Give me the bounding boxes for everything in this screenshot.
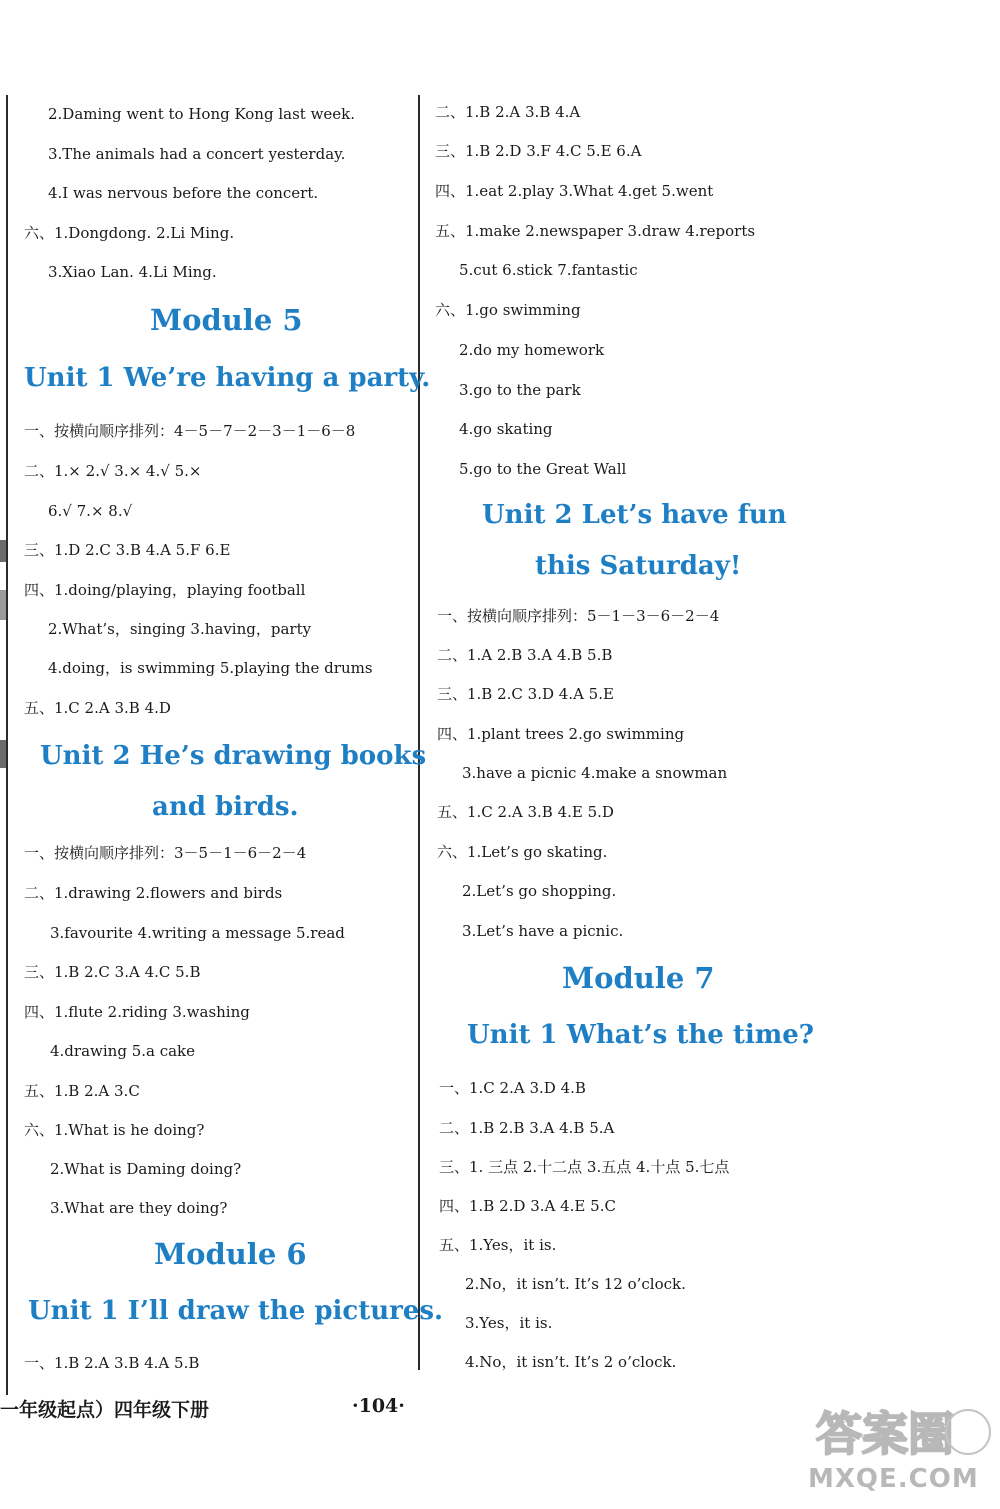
answer-logo-icon	[808, 1398, 993, 1468]
answer-line: 一、按横向顺序排列：5－1－3－6－2－4	[437, 607, 720, 625]
answer-line: 四、1.B 2.D 3.A 4.E 5.C	[439, 1197, 616, 1215]
answer-line: 三、1.B 2.C 3.D 4.A 5.E	[437, 685, 614, 703]
answer-line: 一、按横向顺序排列：3－5－1－6－2－4	[24, 844, 307, 862]
answer-line: 2.What is Daming doing?	[50, 1160, 242, 1178]
answer-line: 五、1.C 2.A 3.B 4.E 5.D	[437, 803, 614, 821]
answer-line: 5.go to the Great Wall	[459, 460, 627, 478]
unit-heading: Unit 2 Let’s have fun	[482, 500, 787, 530]
unit-heading: Unit 1 I’ll draw the pictures.	[28, 1296, 444, 1326]
unit-heading: Unit 1 What’s the time?	[467, 1020, 815, 1050]
left-rule	[6, 95, 8, 1395]
answer-line: 五、1.Yes，it is.	[439, 1236, 557, 1254]
answer-line: 四、1.doing/playing，playing football	[24, 581, 306, 599]
answer-line: 4.I was nervous before the concert.	[48, 184, 319, 202]
answer-line: 一、1.C 2.A 3.D 4.B	[439, 1079, 586, 1097]
answer-line: 四、1.eat 2.play 3.What 4.get 5.went	[435, 182, 714, 200]
svg-text:答案圈: 答案圈	[816, 1407, 954, 1461]
answer-line: 4.go skating	[459, 420, 553, 438]
answer-line: 2.do my homework	[459, 341, 605, 359]
answer-line: 一、1.B 2.A 3.B 4.A 5.B	[24, 1354, 200, 1372]
unit-heading: Unit 1 We’re having a party.	[24, 363, 431, 393]
watermark-text: MXQE.COM	[808, 1464, 979, 1494]
answer-line: 三、1.B 2.C 3.A 4.C 5.B	[24, 963, 201, 981]
answer-line: 五、1.make 2.newspaper 3.draw 4.reports	[435, 222, 756, 240]
answer-line: 六、1.Dongdong. 2.Li Ming.	[24, 224, 235, 242]
answer-line: 2.Let’s go shopping.	[462, 882, 617, 900]
answer-line: 2.Daming went to Hong Kong last week.	[48, 105, 356, 123]
answer-line: 2.No，it isn’t. It’s 12 o’clock.	[465, 1275, 686, 1293]
module-heading: Module 5	[150, 303, 303, 337]
module-heading: Module 6	[154, 1237, 307, 1271]
answer-line: 六、1.What is he doing?	[24, 1121, 205, 1139]
answer-line: 3.Yes，it is.	[465, 1314, 553, 1332]
answer-line: 五、1.B 2.A 3.C	[24, 1082, 140, 1100]
module-heading: Module 7	[562, 961, 715, 995]
book-title-footer: 一年级起点）四年级下册	[0, 1399, 210, 1421]
answer-line: 4.No，it isn’t. It’s 2 o’clock.	[465, 1353, 677, 1371]
unit-heading: and birds.	[152, 792, 299, 822]
answer-line: 4.drawing 5.a cake	[50, 1042, 196, 1060]
answer-line: 二、1.× 2.√ 3.× 4.√ 5.×	[24, 462, 202, 480]
answer-line: 3.Xiao Lan. 4.Li Ming.	[48, 263, 217, 281]
answer-line: 三、1.B 2.D 3.F 4.C 5.E 6.A	[435, 142, 642, 160]
answer-line: 四、1.flute 2.riding 3.washing	[24, 1003, 250, 1021]
answer-line: 六、1.go swimming	[435, 301, 581, 319]
answer-line: 3.go to the park	[459, 381, 581, 399]
unit-heading: this Saturday!	[535, 551, 742, 581]
answer-line: 三、1.D 2.C 3.B 4.A 5.F 6.E	[24, 541, 231, 559]
site-watermark	[808, 1398, 993, 1498]
answer-line: 五、1.C 2.A 3.B 4.D	[24, 699, 171, 717]
answer-line: 3.What are they doing?	[50, 1199, 228, 1217]
answer-line: 二、1.A 2.B 3.A 4.B 5.B	[437, 646, 613, 664]
answer-line: 3.The animals had a concert yesterday.	[48, 145, 346, 163]
unit-heading: Unit 2 He’s drawing books	[40, 741, 427, 771]
answer-line: 二、1.drawing 2.flowers and birds	[24, 884, 283, 902]
answer-line: 三、1. 三点 2.十二点 3.五点 4.十点 5.七点	[439, 1158, 730, 1176]
answer-line: 3.have a picnic 4.make a snowman	[462, 764, 728, 782]
answer-line: 2.What’s，singing 3.having，party	[48, 620, 312, 638]
answer-line: 5.cut 6.stick 7.fantastic	[459, 261, 638, 279]
answer-line: 二、1.B 2.B 3.A 4.B 5.A	[439, 1119, 615, 1137]
answer-line: 六、1.Let’s go skating.	[437, 843, 608, 861]
answer-line: 一、按横向顺序排列：4－5－7－2－3－1－6－8	[24, 422, 356, 440]
column-divider	[418, 95, 420, 1370]
answer-line: 四、1.plant trees 2.go swimming	[437, 725, 685, 743]
answer-line: 4.doing，is swimming 5.playing the drums	[48, 659, 373, 677]
answer-line: 3.favourite 4.writing a message 5.read	[50, 924, 345, 942]
answer-line: 二、1.B 2.A 3.B 4.A	[435, 103, 581, 121]
page-number: ·104·	[352, 1395, 405, 1417]
answer-line: 6.√ 7.× 8.√	[48, 502, 133, 520]
answer-line: 3.Let’s have a picnic.	[462, 922, 624, 940]
